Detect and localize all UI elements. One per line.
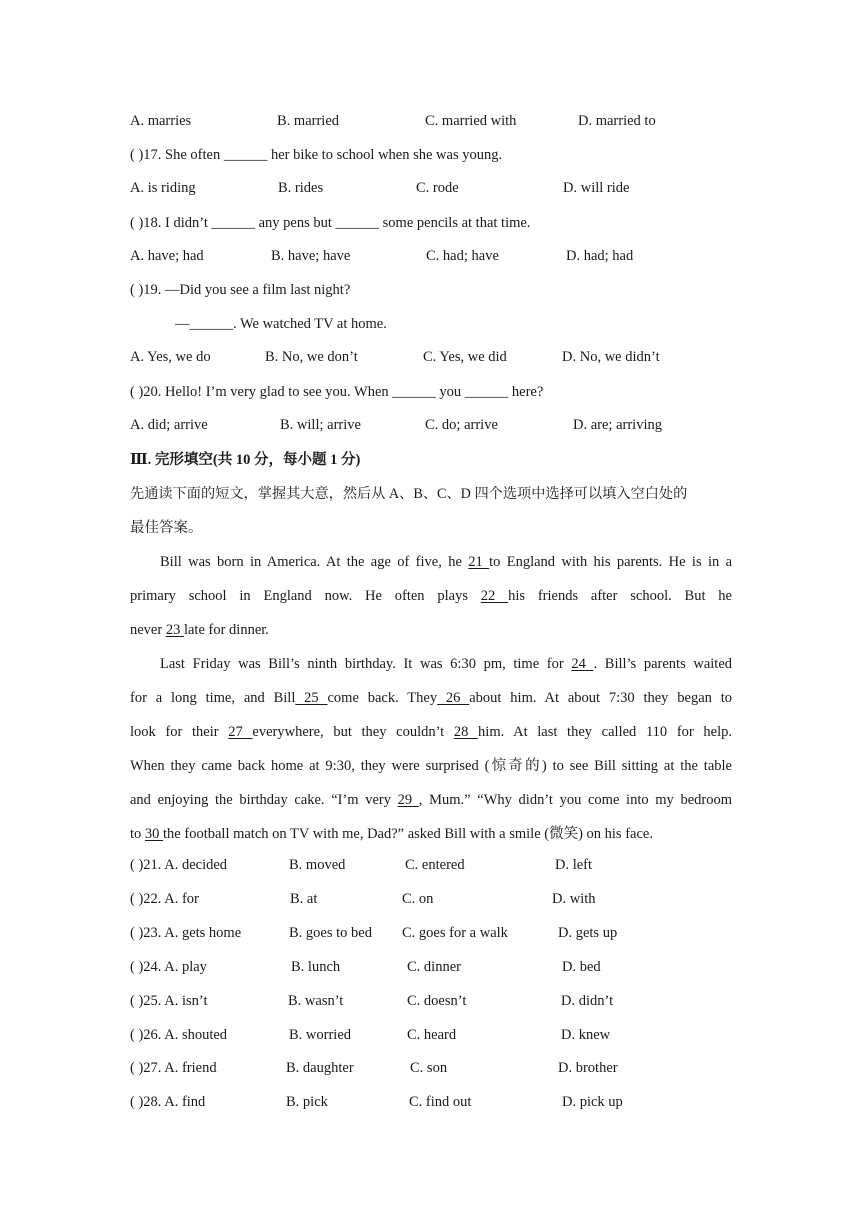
option-b: B. daughter (286, 1060, 354, 1076)
q16-option-b: B. married (277, 113, 340, 129)
option-d: D. knew (561, 1027, 611, 1043)
option-c: C. heard (407, 1027, 457, 1043)
blank-24: 24 (571, 656, 594, 672)
passage-text: come back. They (327, 690, 438, 706)
option-b: B. wasn’t (288, 993, 344, 1009)
passage-text: Bill was born in America. At the age of five, he (160, 554, 469, 570)
section-instruction-line1: 先通读下面的短文，掌握其大意，然后从 A、B、C、D 四个选项中选择可以填入空白处的 (130, 486, 688, 502)
q19-option-d: D. No, we didn’t (562, 349, 660, 365)
q17-option-d: D. will ride (563, 180, 630, 196)
blank-29: 29 (397, 792, 419, 808)
passage-text: about him. At about 7:30 they began to (469, 690, 732, 706)
option-d: D. didn’t (561, 993, 614, 1009)
question-stem: ( )22. A. for (130, 891, 199, 907)
blank-21: 21 (468, 554, 490, 570)
passage-text: Last Friday was Bill’s ninth birthday. It was 6:30 pm, time for (160, 656, 572, 672)
passage-text: to England with his parents. He is in a (489, 554, 733, 570)
q17-option-c: C. rode (416, 180, 459, 196)
q17-option-b: B. rides (278, 180, 324, 196)
option-b: B. lunch (291, 959, 341, 975)
q18-option-d: D. had; had (566, 248, 634, 264)
option-c: C. on (402, 891, 434, 907)
option-d: D. pick up (562, 1094, 623, 1110)
passage-text: for a long time, and Bill (130, 690, 296, 706)
question-stem: ( )25. A. isn’t (130, 993, 208, 1009)
passage-text: him. At last they called 110 for help. (478, 724, 732, 740)
option-c: C. doesn’t (407, 993, 467, 1009)
passage-text: never (130, 622, 166, 638)
passage-line (130, 790, 732, 810)
option-c: C. dinner (407, 959, 461, 975)
q18-option-b: B. have; have (271, 248, 351, 264)
option-d: D. brother (558, 1060, 618, 1076)
option-d: D. left (555, 857, 593, 873)
question-stem: ( )21. A. decided (130, 857, 228, 873)
passage-line (130, 824, 732, 844)
option-d: D. gets up (558, 925, 618, 941)
passage-text: primary school in England now. He often plays (130, 588, 481, 604)
passage-line (160, 552, 732, 572)
q20-stem: ( )20. Hello! I’m very glad to see you. When ______ you ______ here? (130, 384, 544, 400)
q20-option-c: C. do; arrive (425, 417, 498, 433)
option-d: D. with (552, 891, 596, 907)
q18-option-c: C. had; have (426, 248, 499, 264)
passage-line (160, 654, 732, 674)
q17-stem: ( )17. She often ______ her bike to school when she was young. (130, 147, 503, 163)
blank-25: 25 (295, 690, 328, 706)
passage-text: his friends after school. But he (508, 588, 732, 604)
q16-option-a: A. marries (130, 113, 192, 129)
option-c: C. goes for a walk (402, 925, 508, 941)
passage-line (130, 688, 732, 708)
question-stem: ( )26. A. shouted (130, 1027, 228, 1043)
q18-option-a: A. have; had (130, 248, 204, 264)
option-b: B. at (290, 891, 318, 907)
question-stem: ( )24. A. play (130, 959, 207, 975)
passage-line (130, 620, 732, 640)
question-stem: ( )23. A. gets home (130, 925, 242, 941)
passage-line (130, 586, 732, 606)
q17-option-a: A. is riding (130, 180, 196, 196)
section-instruction-line2: 最佳答案。 (130, 520, 203, 536)
question-stem: ( )28. A. find (130, 1094, 206, 1110)
option-c: C. entered (405, 857, 465, 873)
passage-text: everywhere, but they couldn’t (252, 724, 454, 740)
q19-option-b: B. No, we don’t (265, 349, 358, 365)
passage-text: and enjoying the birthday cake. “I’m very (130, 792, 398, 808)
blank-22: 22 (480, 588, 509, 604)
blank-30: 30 (144, 826, 164, 842)
q19-option-c: C. Yes, we did (423, 349, 507, 365)
passage-line (130, 722, 732, 742)
passage-text: late for dinner. (183, 622, 269, 638)
option-c: C. son (410, 1060, 448, 1076)
passage-text: to (130, 826, 145, 842)
option-b: B. pick (286, 1094, 328, 1110)
q19-option-a: A. Yes, we do (130, 349, 211, 365)
q16-option-c: C. married with (425, 113, 517, 129)
q18-stem: ( )18. I didn’t ______ any pens but ______ some pencils at that time. (130, 215, 531, 231)
q19-response: —______. We watched TV at home. (175, 316, 387, 332)
blank-27: 27 (228, 724, 253, 740)
passage-text: the football match on TV with me, Dad?” asked Bill with a smile (微笑) on his face. (163, 826, 653, 842)
option-b: B. goes to bed (289, 925, 372, 941)
q19-stem: ( )19. —Did you see a film last night? (130, 282, 351, 298)
passage-text: look for their (130, 724, 229, 740)
blank-28: 28 (453, 724, 479, 740)
q20-option-b: B. will; arrive (280, 417, 361, 433)
section-title: Ⅲ. 完形填空(共 10 分，每小题 1 分) (130, 452, 361, 468)
passage-line: When they came back home at 9:30, they were surprised (惊奇的) to see Bill sitting at the table (130, 758, 732, 774)
q20-option-a: A. did; arrive (130, 417, 208, 433)
option-b: B. moved (289, 857, 346, 873)
option-b: B. worried (289, 1027, 352, 1043)
passage-text: , Mum.” “Why didn’t you come into my bedroom (418, 792, 732, 808)
option-d: D. bed (562, 959, 601, 975)
passage-text: . Bill’s parents waited (593, 656, 733, 672)
q20-option-d: D. are; arriving (573, 417, 662, 433)
blank-26: 26 (437, 690, 470, 706)
q16-option-d: D. married to (578, 113, 656, 129)
question-stem: ( )27. A. friend (130, 1060, 217, 1076)
blank-23: 23 (165, 622, 184, 638)
option-c: C. find out (409, 1094, 472, 1110)
